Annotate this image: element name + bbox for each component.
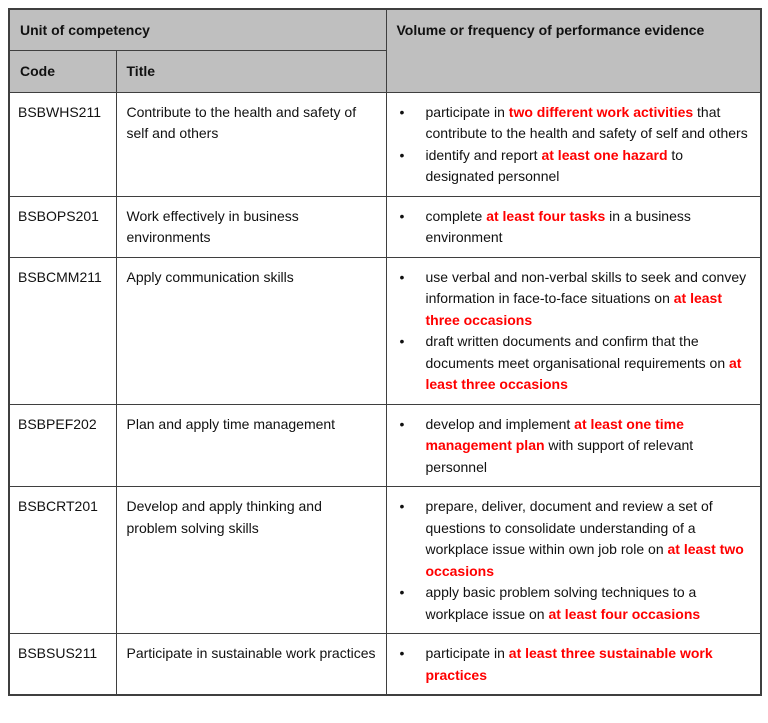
evidence-item xyxy=(397,145,751,188)
evidence-list xyxy=(397,496,751,625)
evidence-list xyxy=(397,414,751,479)
highlighted-text: at least four occasions xyxy=(548,605,701,622)
evidence-item xyxy=(397,102,751,145)
header-title: Title xyxy=(116,50,386,92)
unit-code: BSBPEF202 xyxy=(9,404,116,487)
evidence-item xyxy=(397,414,751,479)
evidence-text: that contribute to the health and safety of self and others xyxy=(425,103,748,141)
evidence-cell xyxy=(386,404,761,487)
table-row xyxy=(9,196,761,257)
evidence-list xyxy=(397,267,751,396)
header-code: Code xyxy=(9,50,116,92)
evidence-text: apply basic problem solving techniques to a workplace issue on xyxy=(425,584,697,622)
unit-title: Work effectively in business environments xyxy=(116,196,386,257)
evidence-item xyxy=(397,643,751,686)
evidence-text: participate in xyxy=(425,645,509,661)
table-header xyxy=(9,9,761,92)
highlighted-text: at least one time management plan xyxy=(425,415,684,453)
table-row xyxy=(9,404,761,487)
evidence-cell xyxy=(386,634,761,696)
unit-title: Apply communication skills xyxy=(116,257,386,404)
table-row xyxy=(9,487,761,634)
table-row xyxy=(9,257,761,404)
highlighted-text: at least three sustainable work practices xyxy=(425,645,713,683)
highlighted-text: at least two occasions xyxy=(425,541,744,579)
evidence-text: develop and implement xyxy=(425,415,575,432)
evidence-list xyxy=(397,206,751,249)
competency-evidence-table xyxy=(8,8,762,696)
evidence-list xyxy=(397,102,751,188)
evidence-cell xyxy=(386,257,761,404)
unit-title: Develop and apply thinking and problem solving skills xyxy=(116,487,386,634)
unit-code: BSBCRT201 xyxy=(9,487,116,634)
evidence-text: use verbal and non-verbal skills to seek and convey information in face-to-face situations on xyxy=(425,268,747,306)
highlighted-text: two different work activities xyxy=(508,103,694,120)
highlighted-text: at least three occasions xyxy=(425,354,742,392)
evidence-item xyxy=(397,267,751,332)
evidence-text: prepare, deliver, document and review a set of questions to consolidate understanding of a workplace issue within own job role on xyxy=(425,498,713,557)
evidence-item xyxy=(397,206,751,249)
evidence-text: participate in xyxy=(425,103,509,120)
evidence-text: with support of relevant personnel xyxy=(425,437,694,475)
evidence-text: draft written documents and confirm that the documents meet organisational requirements on xyxy=(425,333,730,371)
table-body xyxy=(9,92,761,695)
highlighted-text: at least three occasions xyxy=(425,290,722,328)
table-row xyxy=(9,92,761,196)
unit-code: BSBWHS211 xyxy=(9,92,116,196)
evidence-text: identify and report xyxy=(425,146,542,163)
highlighted-text: at least one hazard xyxy=(541,146,668,163)
evidence-text: complete xyxy=(425,207,487,224)
unit-title: Participate in sustainable work practices xyxy=(116,634,386,696)
evidence-item xyxy=(397,582,751,625)
unit-code: BSBOPS201 xyxy=(9,196,116,257)
table-row xyxy=(9,634,761,696)
evidence-cell xyxy=(386,196,761,257)
evidence-item xyxy=(397,496,751,582)
evidence-text: in a business environment xyxy=(425,207,691,245)
evidence-cell xyxy=(386,487,761,634)
evidence-text: to designated personnel xyxy=(425,146,684,184)
evidence-cell xyxy=(386,92,761,196)
evidence-item xyxy=(397,331,751,396)
unit-code: BSBCMM211 xyxy=(9,257,116,404)
header-unit-of-competency: Unit of competency xyxy=(9,9,386,50)
header-evidence: Volume or frequency of performance evidence xyxy=(386,9,761,92)
highlighted-text: at least four tasks xyxy=(486,207,606,224)
evidence-list xyxy=(397,643,751,686)
unit-title: Contribute to the health and safety of self and others xyxy=(116,92,386,196)
unit-code: BSBSUS211 xyxy=(9,634,116,696)
unit-title: Plan and apply time management xyxy=(116,404,386,487)
header-row-group xyxy=(9,9,761,50)
